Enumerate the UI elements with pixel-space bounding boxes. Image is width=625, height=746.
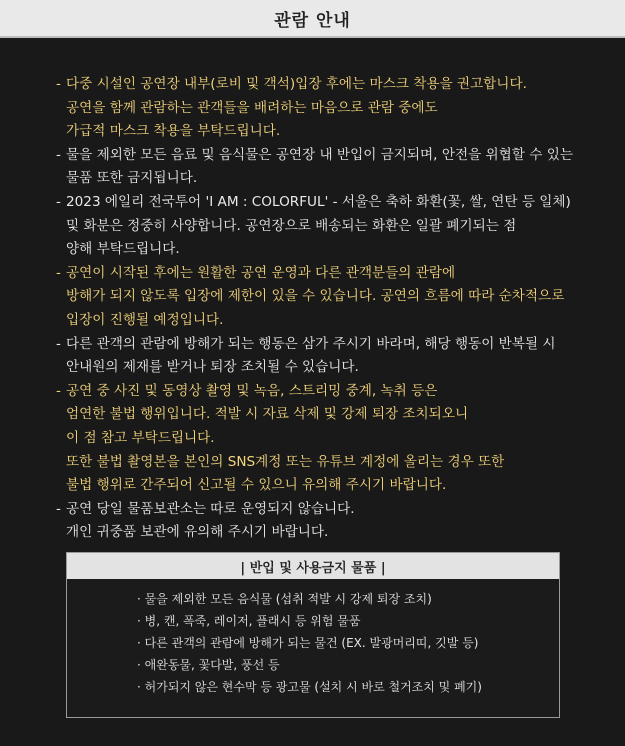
notice-line: 양해 부탁드립니다. — [66, 241, 180, 258]
notice-item — [56, 144, 616, 191]
notice-item — [56, 380, 616, 498]
notice-line: 공연을 함께 관람하는 관객들을 배려하는 마음으로 관람 중에도 — [66, 99, 438, 116]
page-title: 관람 안내 — [274, 10, 351, 31]
notice-item — [56, 191, 616, 262]
notice-item — [56, 333, 616, 380]
notice-line: 가급적 마스크 착용을 부탁드립니다. — [66, 123, 281, 140]
notice-line: 방해가 되지 않도록 입장에 제한이 있을 수 있습니다. 공연의 흐름에 따라 순차적으로 — [66, 288, 565, 305]
notice-line: 개인 귀중품 보관에 유의해 주시기 바랍니다. — [66, 524, 329, 541]
notice-line: 다중 시설인 공연장 내부(로비 및 객석)입장 후에는 마스크 착용을 권고합니다. — [66, 76, 527, 92]
notice-line: 다른 관객의 관람에 방해가 되는 행동은 삼가 주시기 바라며, 해당 행동이 반복될 시 — [66, 335, 556, 352]
notice-line: 안내원의 제재를 받거나 퇴장 조치될 수 있습니다. — [66, 359, 359, 376]
notice-line: 공연 당일 물품보관소는 따로 운영되지 않습니다. — [66, 500, 355, 517]
notice-line: 물품 또한 금지됩니다. — [66, 170, 198, 187]
notice-line: 또한 불법 촬영본을 본인의 SNS계정 또는 유튜브 계정에 올리는 경우 또한 — [66, 453, 505, 470]
notice-list — [56, 73, 616, 545]
notice-line: 엄연한 불법 행위입니다. 적발 시 자료 삭제 및 강제 퇴장 조치되오니 — [66, 406, 469, 423]
notice-line: 및 화분은 정중히 사양합니다. 공연장으로 배송되는 화환은 일괄 폐기되는 점 — [66, 217, 517, 234]
title-bar — [0, 0, 625, 38]
prohibited-item: · 병, 캔, 폭죽, 레이저, 플래시 등 위험 물품 — [137, 614, 361, 628]
prohibited-items-title: | 반입 및 사용금지 물품 | — [67, 553, 559, 579]
prohibited-item: · 다른 관객의 관람에 방해가 되는 물건 (EX. 발광머리띠, 깃발 등) — [137, 636, 479, 650]
notice-line: 물을 제외한 모든 음료 및 음식물은 공연장 내 반입이 금지되며, 안전을 위협할 수 있는 — [66, 146, 573, 163]
notice-line: 입장이 진행될 예정입니다. — [66, 311, 224, 328]
bullet-dash: - — [56, 146, 61, 163]
notice-item — [56, 262, 616, 333]
notice-line: 공연이 시작된 후에는 원활한 공연 운영과 다른 관객분들의 관람에 — [66, 264, 456, 281]
prohibited-item: · 허가되지 않은 현수막 등 광고물 (설치 시 바로 철거조치 및 폐기) — [137, 680, 482, 694]
bullet-dash: - — [56, 500, 61, 517]
prohibited-item: · 물을 제외한 모든 음식물 (섭취 적발 시 강제 퇴장 조치) — [137, 592, 432, 606]
notice-item — [56, 498, 616, 545]
bullet-dash: - — [56, 193, 61, 210]
prohibited-items-list — [67, 579, 559, 698]
notice-item — [56, 73, 616, 144]
prohibited-item: · 애완동물, 꽃다발, 풍선 등 — [137, 658, 280, 672]
prohibited-items-box — [66, 552, 560, 718]
bullet-dash: - — [56, 264, 61, 281]
notice-line: 공연 중 사진 및 동영상 촬영 및 녹음, 스트리밍 중계, 녹취 등은 — [66, 382, 438, 399]
notice-line: 2023 에일리 전국투어 'I AM : COLORFUL' - 서울은 축하 화환(꽃, 쌀, 연탄 등 일체) — [66, 193, 571, 210]
bullet-dash: - — [56, 76, 61, 92]
notice-line: 불법 행위로 간주되어 신고될 수 있으니 유의해 주시기 바랍니다. — [66, 477, 447, 494]
bullet-dash: - — [56, 382, 61, 399]
bullet-dash: - — [56, 335, 61, 352]
notice-line: 이 점 참고 부탁드립니다. — [66, 429, 215, 446]
